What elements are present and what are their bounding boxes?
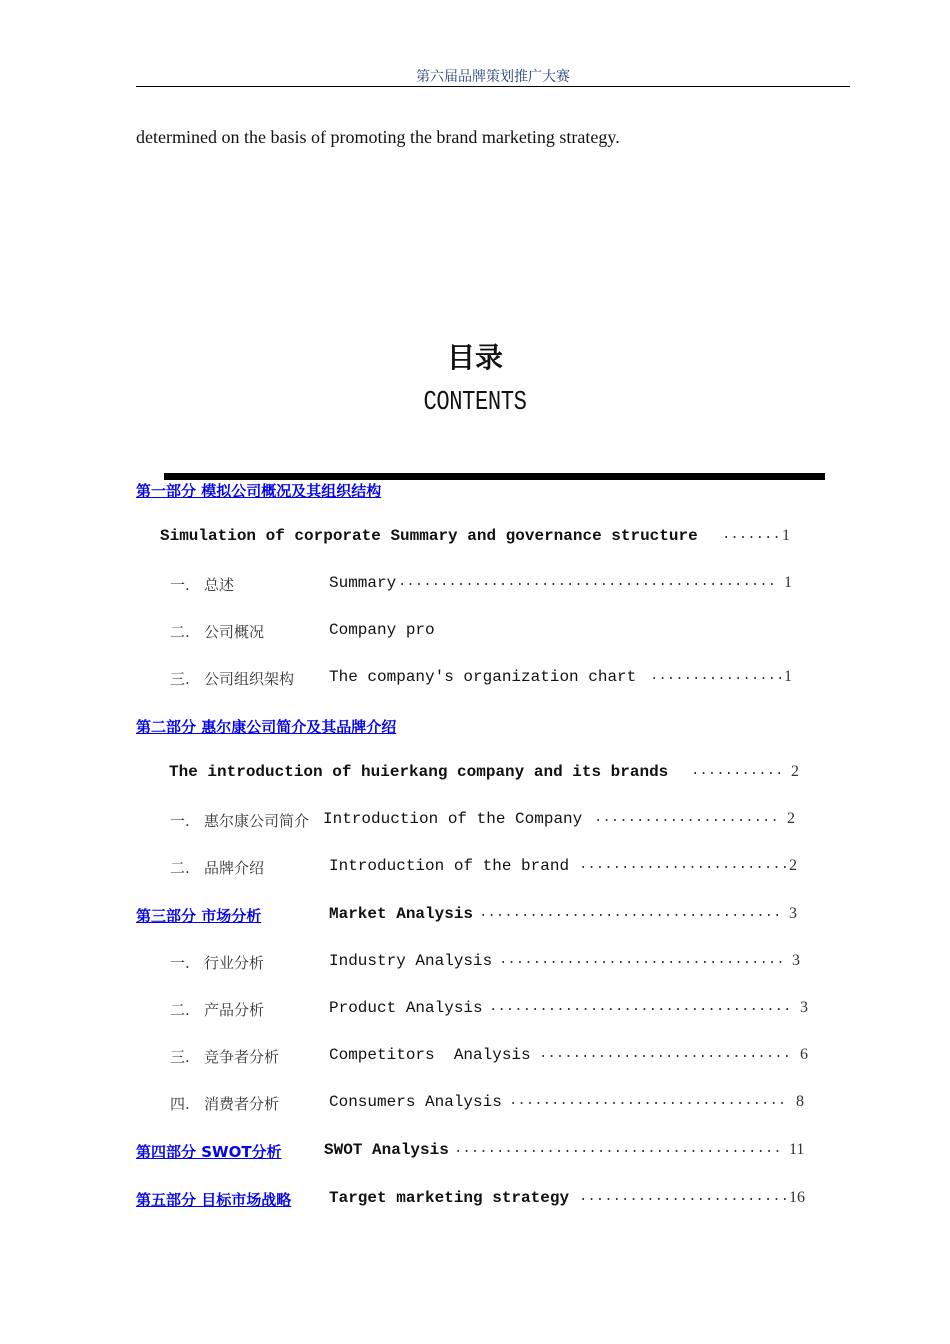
- toc-entry-english: Introduction of the brand: [329, 857, 570, 875]
- toc-dots: .........................: [579, 1189, 790, 1205]
- toc-dots: .........................: [579, 857, 790, 873]
- toc-page-number: 16: [789, 1189, 805, 1206]
- toc-part-2-subtitle: The introduction of huierkang company and its brands: [169, 763, 669, 781]
- toc-entry-english: Introduction of the Company: [323, 810, 583, 828]
- toc-part-1[interactable]: [0, 480, 950, 504]
- toc-page-number: 1: [784, 574, 792, 591]
- toc-part-4-link[interactable]: 第四部分 SWOT分析: [136, 1143, 282, 1161]
- toc-entry-number: 一.: [170, 954, 190, 972]
- toc-entry: [0, 668, 950, 692]
- toc-part-5-link[interactable]: 第五部分 目标市场战略: [136, 1191, 292, 1209]
- page-header: 第六届品牌策划推广大赛: [416, 69, 570, 85]
- toc-entry-number: 四.: [170, 1095, 190, 1113]
- toc-entry-chinese: 公司组织架构: [204, 670, 295, 688]
- toc-entry-english: The company's organization chart: [329, 668, 637, 686]
- toc-entry-chinese: 产品分析: [204, 1001, 265, 1019]
- toc-entry-english: Company pro: [329, 621, 435, 639]
- toc-entry: [0, 857, 950, 881]
- toc-dots: ..................................: [499, 952, 785, 968]
- toc-page-number: 8: [796, 1093, 804, 1110]
- toc-page-number: 3: [792, 952, 800, 969]
- toc-entry-english: Consumers Analysis: [329, 1093, 502, 1111]
- header-rule: [136, 86, 850, 87]
- toc-part-4[interactable]: [0, 1141, 950, 1165]
- toc-entry: [0, 952, 950, 976]
- toc-entry: [0, 810, 950, 834]
- toc-part-1-subtitle: Simulation of corporate Summary and governance structure: [160, 527, 698, 545]
- toc-part-2-subtitle-row: [0, 763, 950, 787]
- toc-entry: [0, 1093, 950, 1117]
- toc-entry-number: 三.: [170, 1048, 190, 1066]
- toc-page-number: 11: [789, 1141, 805, 1158]
- toc-entry-number: 二.: [170, 623, 190, 641]
- toc-entry-chinese: 总述: [204, 576, 235, 594]
- toc-page-number: 2: [787, 810, 795, 827]
- toc-dots: ....................................: [489, 999, 792, 1015]
- toc-part-5[interactable]: [0, 1189, 950, 1213]
- toc-part-3-english: Market Analysis: [329, 905, 474, 923]
- toc-page-number: 3: [789, 905, 797, 922]
- toc-dots: .............................................: [398, 574, 777, 590]
- toc-part-3-link[interactable]: 第三部分 市场分析: [136, 907, 262, 925]
- toc-entry-chinese: 竞争者分析: [204, 1048, 280, 1066]
- toc-entry-number: 二.: [170, 1001, 190, 1019]
- toc-entry-english: Industry Analysis: [329, 952, 493, 970]
- toc-part-4-english: SWOT Analysis: [324, 1141, 449, 1159]
- toc-entry-chinese: 消费者分析: [204, 1095, 280, 1113]
- toc-entry: [0, 999, 950, 1023]
- toc-title-chinese: 目录: [446, 341, 503, 374]
- toc-dots: ................: [650, 668, 785, 684]
- toc-title-english: CONTENTS: [423, 388, 527, 418]
- toc-entry-chinese: 行业分析: [204, 954, 265, 972]
- toc-dots: ..............................: [539, 1046, 792, 1062]
- toc-divider-bar: [164, 473, 825, 480]
- toc-part-2[interactable]: [0, 716, 950, 740]
- toc-entry: [0, 1046, 950, 1070]
- toc-part-2-link[interactable]: 第二部分 惠尔康公司简介及其品牌介绍: [136, 718, 397, 736]
- toc-dots: .......: [722, 527, 781, 543]
- toc-entry: [0, 574, 950, 598]
- toc-dots: ...........: [691, 763, 784, 779]
- toc-page-number: 6: [800, 1046, 808, 1063]
- toc-dots: .................................: [509, 1093, 787, 1109]
- toc-entry: [0, 621, 950, 645]
- toc-entry-number: 二.: [170, 859, 190, 877]
- toc-page-number: 3: [800, 999, 808, 1016]
- toc-dots: ....................................: [479, 905, 782, 921]
- toc-entry-number: 一.: [170, 812, 190, 830]
- toc-entry-number: 一.: [170, 576, 190, 594]
- toc-entry-chinese: 公司概况: [204, 623, 265, 641]
- toc-page-number: 1: [782, 527, 790, 544]
- toc-entry-english: Product Analysis: [329, 999, 483, 1017]
- toc-page-number: 2: [789, 857, 797, 874]
- toc-dots: .......................................: [454, 1141, 782, 1157]
- toc-entry-english: Summary: [329, 574, 397, 592]
- toc-entry-chinese: 惠尔康公司简介: [204, 812, 310, 830]
- toc-entry-english: Competitors Analysis: [329, 1046, 531, 1064]
- toc-page-number: 1: [784, 668, 792, 685]
- toc-entry-chinese: 品牌介绍: [204, 859, 265, 877]
- toc-part-3[interactable]: [0, 905, 950, 929]
- toc-page-number: 2: [791, 763, 799, 780]
- toc-dots: ......................: [594, 810, 779, 826]
- toc-part-1-subtitle-row: [0, 527, 950, 551]
- toc-part-1-link[interactable]: 第一部分 模拟公司概况及其组织结构: [136, 482, 382, 500]
- toc-entry-number: 三.: [170, 670, 190, 688]
- body-paragraph: determined on the basis of promoting the brand marketing strategy.: [136, 127, 620, 147]
- toc-part-5-english: Target marketing strategy: [329, 1189, 570, 1207]
